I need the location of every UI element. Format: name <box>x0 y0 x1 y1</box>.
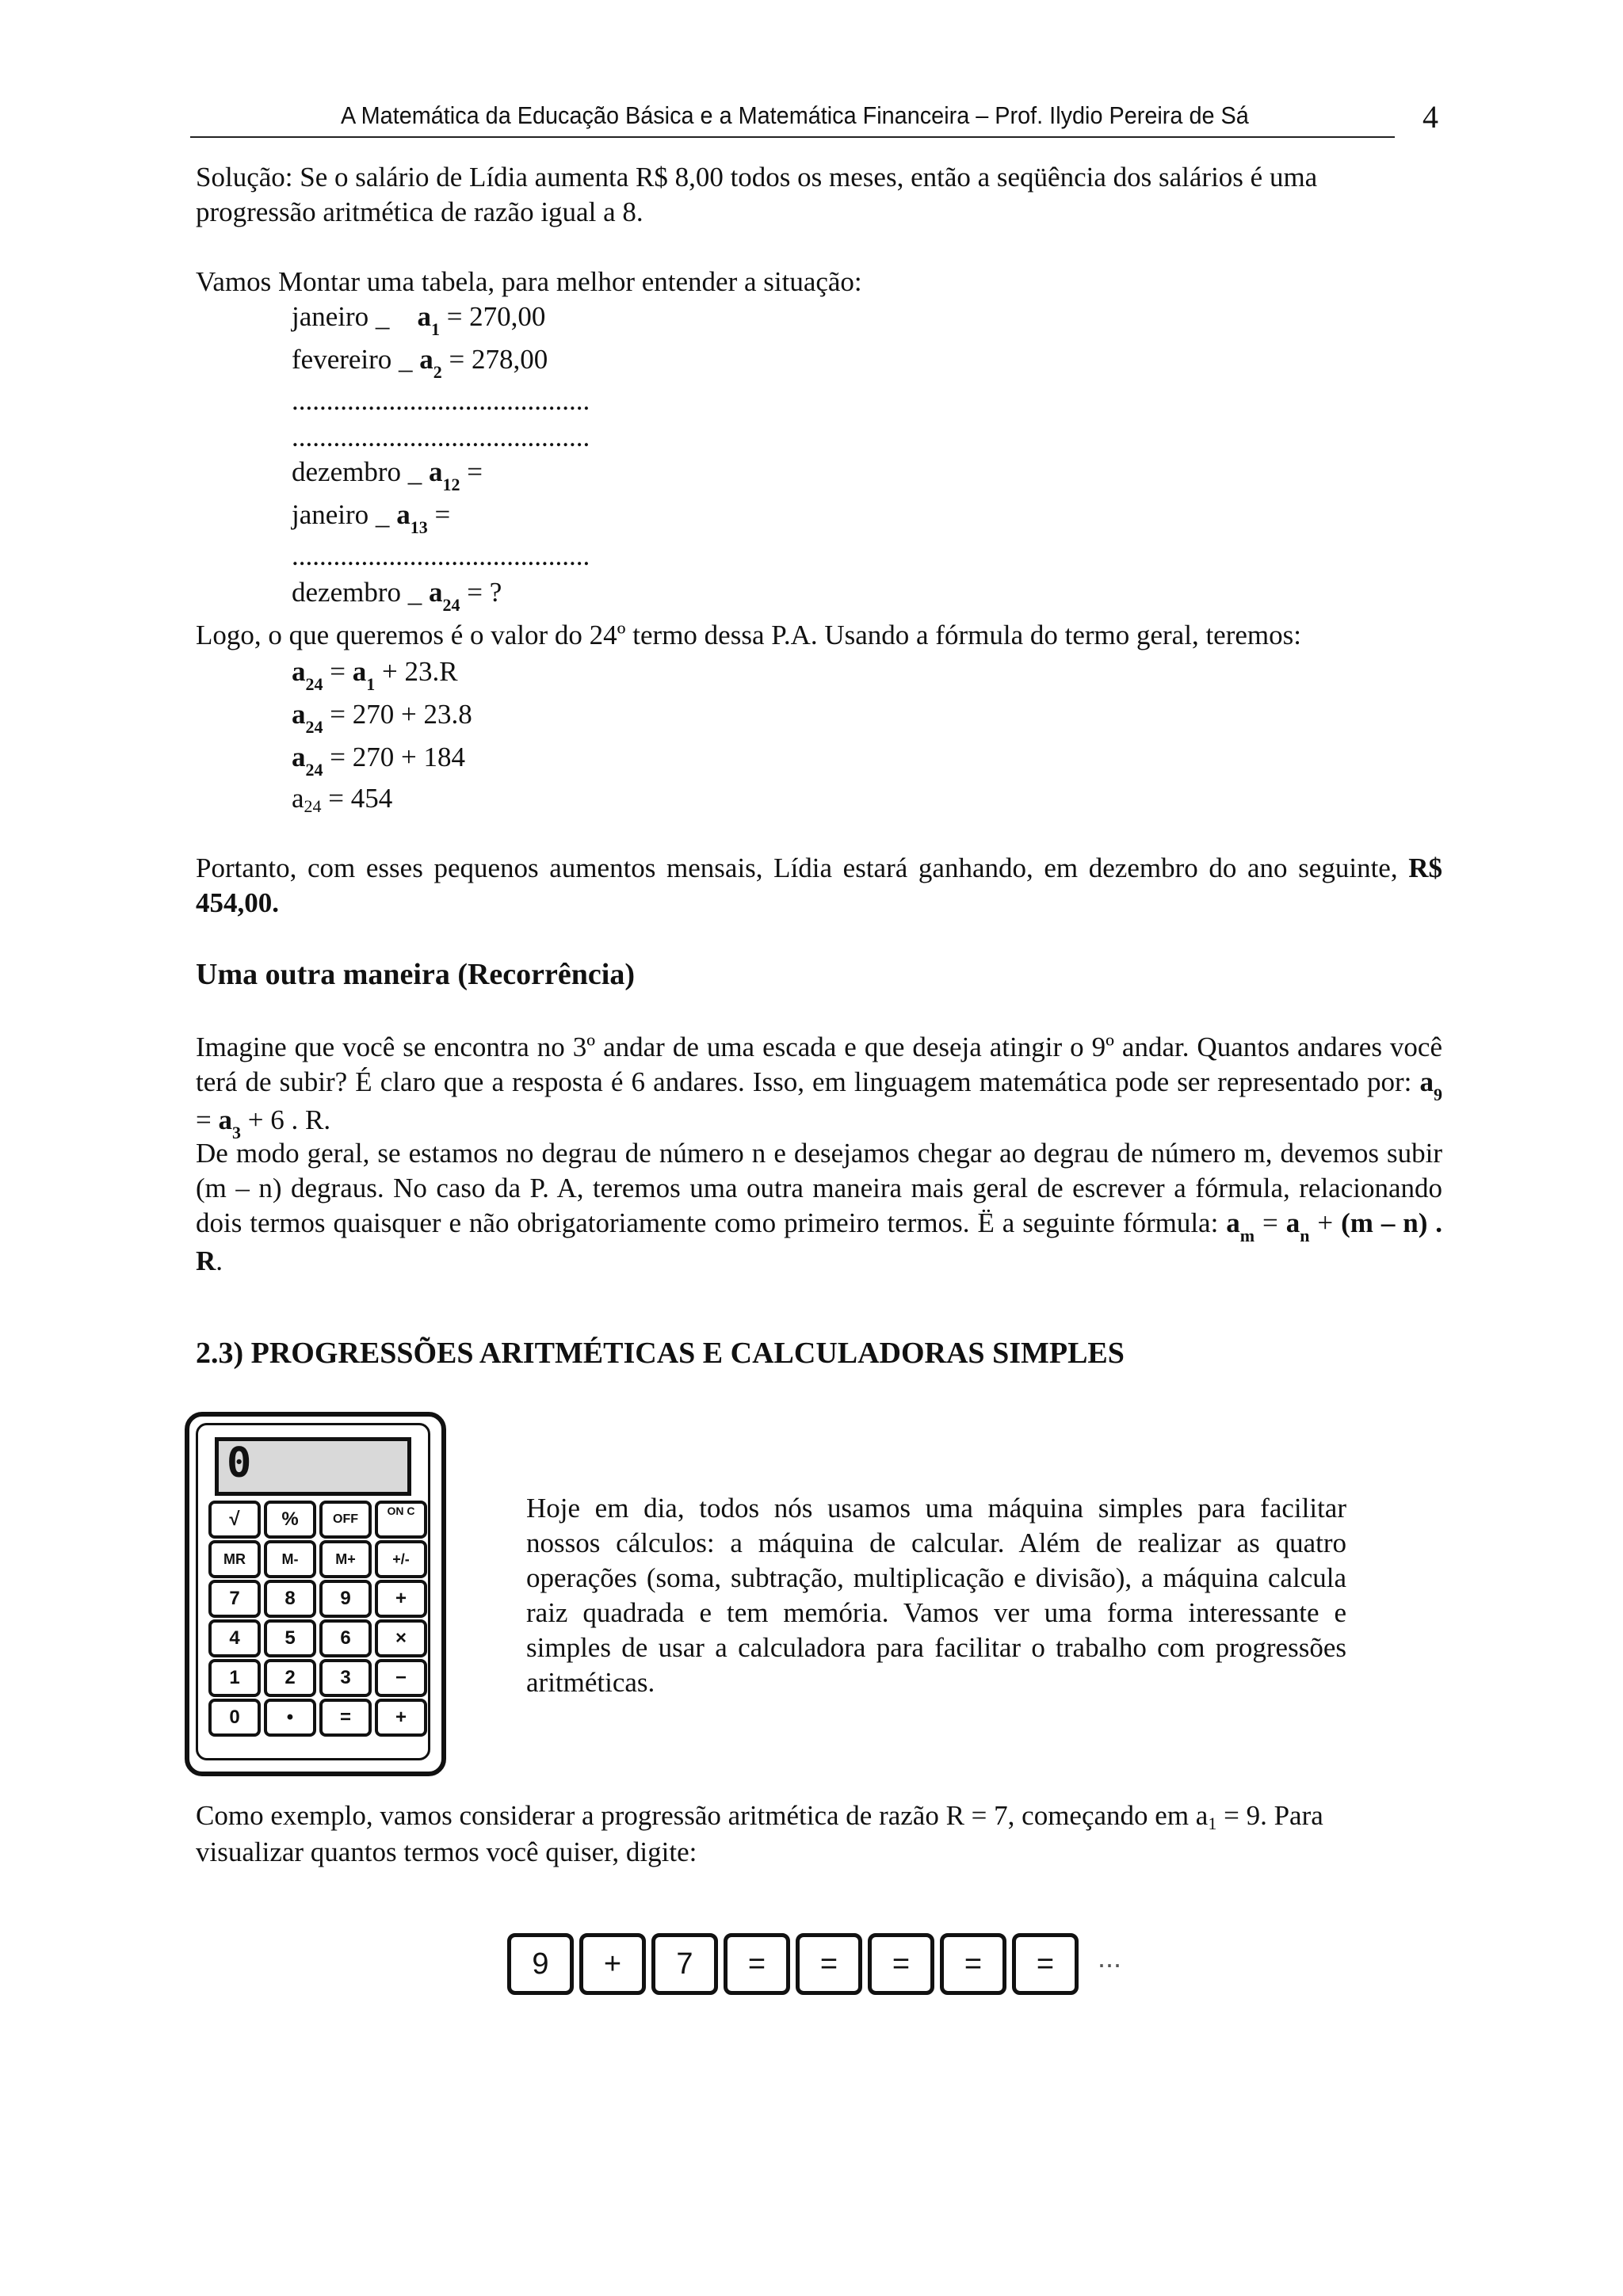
calculator-display-value: 0 <box>227 1440 252 1487</box>
table-row-fevereiro <box>292 342 548 380</box>
formula-term: a <box>292 783 304 814</box>
calc-key-times: × <box>375 1619 427 1657</box>
page-number: 4 <box>1423 99 1438 135</box>
formula-line-1 <box>292 654 458 692</box>
p1-eq: = <box>196 1104 212 1135</box>
calc-key-4: 4 <box>208 1619 261 1657</box>
sequence-key-equals-5: = <box>1012 1933 1079 1995</box>
calc-key-mminus: M- <box>264 1540 316 1578</box>
table-row-dezembro <box>292 455 483 493</box>
calc-key-plus-top: + <box>375 1580 427 1618</box>
p2-index: n <box>1300 1226 1310 1245</box>
recorrencia-paragraph-2 <box>196 1136 1442 1279</box>
calc-key-1: 1 <box>208 1659 261 1697</box>
p2-term: a <box>1285 1207 1300 1238</box>
formula-eq: = <box>330 656 346 687</box>
formula-rest: + 23.R <box>382 656 458 687</box>
formula-line-3 <box>292 740 465 778</box>
row-value: = <box>467 456 483 487</box>
calc-key-minus: − <box>375 1659 427 1697</box>
logo-line: Logo, o que queremos é o valor do 24º termo dessa P.A. Usando a fórmula do termo geral, teremos: <box>196 620 1301 650</box>
row-value: = ? <box>467 577 502 608</box>
calculator-illustration <box>185 1412 446 1776</box>
table-dots-3: ........................................... <box>292 540 590 571</box>
row-index: 2 <box>433 362 442 382</box>
example-line-1 <box>196 1798 1323 1836</box>
p1-index: 9 <box>1434 1085 1442 1104</box>
formula-rest: = 270 + 23.8 <box>330 699 472 730</box>
p2-text: De modo geral, se estamos no degrau de número n e desejamos chegar ao degrau de número m, devemos subir (m – n) degraus. No caso da P. A, teremos uma outra maneira mais geral de escrever a fórmula, relacionando dois termos quaisquer e não obrigatoriamente como primeiro termos. Ë a seguinte fórmula: <box>196 1138 1442 1238</box>
row-month: fevereiro _ <box>292 344 413 375</box>
sequence-ellipsis: ... <box>1098 1941 1122 1974</box>
solution-paragraph <box>196 160 1442 230</box>
formula-index: 24 <box>305 674 323 694</box>
sequence-key-7: 7 <box>651 1933 718 1995</box>
conclusion-amount: R$ 454,00. <box>196 852 1442 918</box>
sequence-key-equals-1: = <box>724 1933 790 1995</box>
calc-key-6: 6 <box>319 1619 372 1657</box>
example-text: Como exemplo, vamos considerar a progressão aritmética de razão R = 7, começando em a <box>196 1800 1209 1831</box>
calc-key-3: 3 <box>319 1659 372 1697</box>
row-term: a <box>419 344 433 375</box>
calc-key-sqrt: √ <box>208 1501 261 1539</box>
page-header <box>190 95 1395 138</box>
row-month: dezembro _ <box>292 577 422 608</box>
p2-plus: + <box>1317 1207 1334 1238</box>
formula-rest: = 454 <box>328 783 393 814</box>
calc-key-percent: % <box>264 1501 316 1539</box>
row-month: janeiro _ <box>292 301 390 332</box>
table-dots-2: ........................................... <box>292 421 590 452</box>
p2-index: m <box>1239 1226 1255 1245</box>
calc-key-2: 2 <box>264 1659 316 1697</box>
calc-key-on: ON C <box>375 1501 427 1539</box>
table-row-janeiro-13 <box>292 498 450 536</box>
conclusion-text: Portanto, com esses pequenos aumentos mensais, Lídia estará ganhando, em dezembro do ano seguinte, <box>196 852 1398 883</box>
formula-index: 24 <box>305 717 323 737</box>
formula-index: 24 <box>305 760 323 780</box>
row-month: janeiro _ <box>292 499 390 530</box>
formula-rest: = 270 + 184 <box>330 742 465 772</box>
calc-key-dot: • <box>264 1699 316 1737</box>
example-sub: 1 <box>1208 1814 1217 1833</box>
example-end: = 9. Para <box>1216 1800 1323 1831</box>
calc-key-mr: MR <box>208 1540 261 1578</box>
p2-eq: = <box>1262 1207 1278 1238</box>
sequence-key-9: 9 <box>507 1933 574 1995</box>
row-term: a <box>396 499 411 530</box>
row-term: a <box>428 577 443 608</box>
formula-term: a <box>292 699 306 730</box>
example-line-2: visualizar quantos termos você quiser, digite: <box>196 1836 697 1867</box>
calc-key-7: 7 <box>208 1580 261 1618</box>
calc-key-8: 8 <box>264 1580 316 1618</box>
header-title: A Matemática da Educação Básica e a Matemática Financeira – Prof. Ilydio Pereira de Sá <box>341 101 1249 129</box>
table-dots-1: ........................................... <box>292 385 590 416</box>
recorrencia-paragraph-1 <box>196 1030 1442 1141</box>
row-month: dezembro _ <box>292 456 422 487</box>
sequence-key-equals-2: = <box>796 1933 862 1995</box>
table-intro: Vamos Montar uma tabela, para melhor entender a situação: <box>196 266 862 297</box>
calc-key-plus: + <box>375 1699 427 1737</box>
formula-term: a <box>292 656 306 687</box>
sequence-key-equals-4: = <box>940 1933 1006 1995</box>
calc-key-off: OFF <box>319 1501 372 1539</box>
row-term: a <box>428 456 443 487</box>
solution-line-1: Solução: Se o salário de Lídia aumenta R$ 8,00 todos os meses, então a seqüência dos salários é uma <box>196 162 1318 193</box>
calculator-paragraph: Hoje em dia, todos nós usamos uma máquina simples para facilitar nossos cálculos: a máquina de calcular. Além de realizar as quatro operações (soma, subtração, multiplicação e divisão), a máquina calcula raiz quadrada e tem memória. Vamos ver uma forma interessante e simples de usar a calculadora para facilitar o trabalho com progressões aritméticas. <box>526 1493 1346 1698</box>
formula-term: a <box>292 742 306 772</box>
sequence-key-equals-3: = <box>868 1933 934 1995</box>
p1-index: 3 <box>232 1123 241 1142</box>
calc-key-9: 9 <box>319 1580 372 1618</box>
calc-key-plusminus: +/- <box>375 1540 427 1578</box>
table-row-dezembro-24 <box>292 575 502 613</box>
recorrencia-heading: Uma outra maneira (Recorrência) <box>196 958 635 991</box>
section-2-3-heading: 2.3) PROGRESSÕES ARITMÉTICAS E CALCULADORAS SIMPLES <box>196 1337 1125 1370</box>
calc-key-mplus: M+ <box>319 1540 372 1578</box>
row-value: = 278,00 <box>449 344 548 375</box>
row-index: 12 <box>442 475 460 494</box>
p1-term: a <box>218 1104 232 1135</box>
calculator-display <box>215 1437 411 1496</box>
sequence-key-plus: + <box>579 1933 646 1995</box>
calc-key-0: 0 <box>208 1699 261 1737</box>
row-index: 24 <box>442 595 460 615</box>
formula-term: a <box>352 656 367 687</box>
p2-bold: (m – n) . R <box>196 1207 1443 1276</box>
conclusion-paragraph <box>196 851 1442 921</box>
solution-line-2: progressão aritmética de razão igual a 8. <box>196 196 643 227</box>
table-row-janeiro <box>292 299 545 338</box>
row-index: 13 <box>410 517 428 537</box>
calc-key-5: 5 <box>264 1619 316 1657</box>
row-value: = <box>434 499 451 530</box>
calc-key-equals: = <box>319 1699 372 1737</box>
formula-index: 24 <box>304 796 322 816</box>
row-term: a <box>417 301 431 332</box>
p1-rest: + 6 . R. <box>247 1104 331 1135</box>
row-value: = 270,00 <box>446 301 546 332</box>
p1-text: Imagine que você se encontra no 3º andar de uma escada e que deseja atingir o 9º andar. Quantos andares você terá de subir? É claro que a resposta é 6 andares. Isso, em linguagem matemática pode ser representado por: <box>196 1032 1442 1097</box>
p1-term: a <box>1419 1066 1434 1097</box>
formula-line-4 <box>292 781 392 819</box>
p2-end: . <box>216 1245 223 1276</box>
formula-line-2 <box>292 697 472 735</box>
row-index: 1 <box>430 319 440 339</box>
p2-term: a <box>1226 1207 1240 1238</box>
formula-index: 1 <box>366 674 376 694</box>
